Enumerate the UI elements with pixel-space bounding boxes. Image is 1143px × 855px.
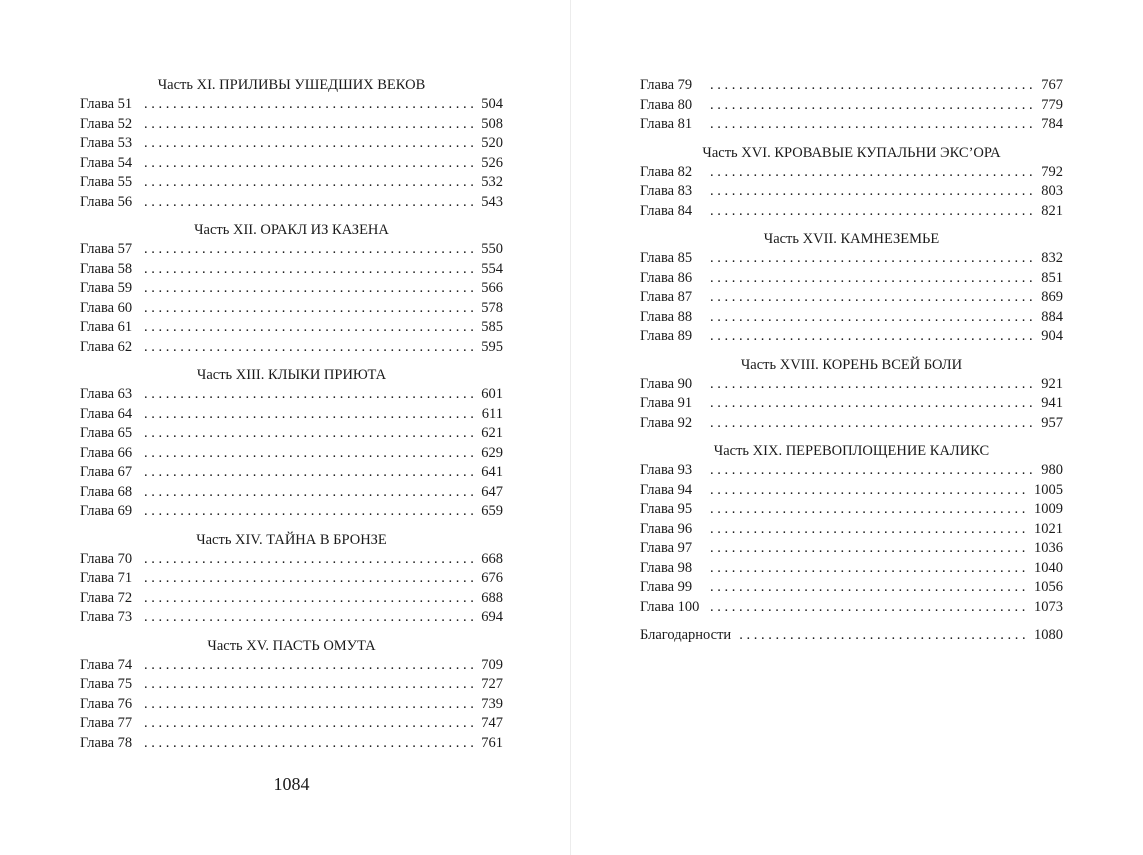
toc-entry [80, 260, 503, 280]
dot-leader [144, 115, 477, 135]
toc-entry-page: 611 [481, 405, 503, 422]
toc-entry-page: 1040 [1034, 559, 1063, 576]
toc-entry-label: Глава 81 [640, 116, 693, 132]
toc-entry [640, 539, 1063, 559]
toc-entry [80, 444, 503, 464]
toc-entry-label: Глава 77 [80, 715, 133, 731]
toc-entry [80, 405, 503, 425]
toc-entry [640, 249, 1063, 269]
toc-entry [640, 598, 1063, 618]
part-heading: Часть XVII. КАМНЕЗЕМЬЕ [763, 231, 940, 247]
dot-leader [710, 308, 1037, 328]
toc-entry-page: 504 [481, 96, 503, 112]
toc-entry-label: Глава 73 [80, 609, 133, 625]
dot-leader [144, 299, 477, 319]
toc-entry-label: Глава 66 [80, 444, 133, 461]
toc-entry-page: 941 [1041, 395, 1063, 411]
part-heading: Часть XIV. ТАЙНА В БРОНЗЕ [196, 531, 387, 548]
toc-entry-label: Глава 55 [80, 174, 133, 190]
toc-entry-page: 792 [1041, 163, 1063, 180]
toc-entry-label: Глава 58 [80, 260, 133, 277]
dot-leader [144, 483, 477, 503]
toc-entry-page: 1056 [1034, 579, 1063, 595]
dot-leader [710, 500, 1030, 520]
toc-entry [80, 115, 503, 135]
toc-entry-label: Глава 87 [640, 289, 693, 305]
toc-entry [80, 299, 503, 319]
dot-leader [144, 569, 477, 589]
toc-entry-page: 767 [1041, 77, 1063, 93]
toc-entry-label: Глава 52 [80, 115, 133, 132]
dot-leader [710, 578, 1030, 598]
toc-entry-label: Глава 84 [640, 202, 693, 219]
toc-entry-page: 676 [481, 570, 503, 586]
toc-entry-page: 566 [481, 280, 503, 296]
toc-entry-page: 779 [1041, 96, 1063, 113]
page-gutter [570, 0, 571, 855]
dot-leader [710, 182, 1037, 202]
dot-leader [144, 154, 477, 174]
toc-entry [640, 308, 1063, 328]
toc-entry-page: 957 [1041, 414, 1063, 431]
dot-leader [710, 249, 1037, 269]
toc-entry-label: Глава 96 [640, 520, 693, 537]
dot-leader [144, 608, 477, 628]
part-heading: Часть XI. ПРИЛИВЫ УШЕДШИХ ВЕКОВ [157, 77, 426, 93]
toc-entry-page: 543 [481, 193, 503, 210]
toc-entry-label: Глава 78 [80, 734, 133, 751]
toc-entry-label: Глава 76 [80, 695, 133, 712]
toc-entry-page: 904 [1041, 328, 1063, 344]
toc-entry [80, 502, 503, 522]
page-number: 1084 [273, 774, 310, 794]
toc-entry-label: Глава 62 [80, 338, 133, 355]
dot-leader [710, 520, 1030, 540]
toc-entry-page: 621 [481, 425, 503, 441]
dot-leader [144, 502, 477, 522]
toc-entry [640, 414, 1063, 434]
toc-entry [640, 578, 1063, 598]
toc-entry-label: Глава 86 [640, 269, 693, 286]
toc-entry-label: Глава 82 [640, 163, 693, 180]
toc-entry-page: 668 [481, 550, 503, 567]
dot-leader [710, 327, 1037, 347]
left-page-toc [80, 76, 503, 753]
toc-entry [80, 385, 503, 405]
dot-leader [710, 163, 1037, 183]
dot-leader [710, 539, 1030, 559]
toc-entry-label: Глава 63 [80, 386, 133, 402]
toc-entry-label: Глава 89 [640, 328, 693, 344]
toc-entry [640, 520, 1063, 540]
part-heading: Часть XVI. КРОВАВЫЕ КУПАЛЬНИ ЭКС’ОРА [702, 144, 1001, 161]
dot-leader [144, 463, 477, 483]
dot-leader [710, 269, 1037, 289]
toc-entry-page: 1080 [1034, 627, 1063, 643]
dot-leader [144, 318, 477, 338]
toc-entry [640, 163, 1063, 183]
dot-leader [710, 461, 1037, 481]
toc-entry [80, 589, 503, 609]
toc-entry-page: 747 [481, 715, 503, 731]
toc-entry-page: 688 [481, 589, 503, 606]
toc-entry-page: 526 [481, 154, 503, 171]
dot-leader [144, 193, 477, 213]
toc-entry-page: 851 [1041, 269, 1063, 286]
dot-leader [144, 656, 477, 676]
toc-entry-page: 550 [481, 241, 503, 257]
dot-leader [710, 76, 1037, 96]
dot-leader [144, 695, 477, 715]
toc-entry [80, 318, 503, 338]
toc-entry-page: 1021 [1034, 520, 1063, 537]
toc-entry [80, 463, 503, 483]
dot-leader [710, 598, 1030, 618]
toc-entry-label: Глава 65 [80, 425, 133, 441]
toc-entry [640, 202, 1063, 222]
toc-entry [640, 375, 1063, 395]
dot-leader [710, 481, 1030, 501]
toc-entry [80, 193, 503, 213]
toc-entry [80, 656, 503, 676]
toc-entry [640, 327, 1063, 347]
toc-entry [640, 481, 1063, 501]
toc-entry [80, 134, 503, 154]
dot-leader [144, 260, 477, 280]
toc-entry-page: 520 [481, 135, 503, 151]
toc-entry-label: Глава 99 [640, 579, 693, 595]
dot-leader [144, 338, 477, 358]
toc-entry [80, 338, 503, 358]
dot-leader [144, 424, 477, 444]
toc-entry-label: Глава 80 [640, 96, 693, 113]
dot-leader [710, 96, 1037, 116]
toc-entry-page: 595 [481, 338, 503, 355]
dot-leader [144, 240, 477, 260]
toc-entry [640, 461, 1063, 481]
toc-entry-label: Глава 64 [80, 405, 133, 422]
toc-entry-label: Глава 79 [640, 77, 693, 93]
toc-entry [80, 695, 503, 715]
toc-entry [80, 675, 503, 695]
toc-entry-page: 532 [481, 174, 503, 190]
toc-entry-page: 784 [1041, 116, 1063, 132]
toc-entry-page: 709 [481, 656, 503, 673]
dot-leader [144, 550, 477, 570]
dot-leader [144, 589, 477, 609]
toc-entry-label: Глава 83 [640, 183, 693, 199]
dot-leader [710, 559, 1030, 579]
toc-entry-label: Глава 94 [640, 481, 693, 498]
dot-leader [144, 405, 478, 425]
toc-entry-label: Глава 59 [80, 280, 133, 296]
toc-entry-page: 647 [481, 483, 503, 500]
toc-entry-page: 884 [1041, 308, 1063, 325]
dot-leader [710, 202, 1037, 222]
dot-leader [710, 414, 1037, 434]
toc-entry [640, 500, 1063, 520]
dot-leader [144, 385, 477, 405]
toc-entry-page: 554 [481, 260, 503, 277]
part-heading: Часть XII. ОРАКЛ ИЗ КАЗЕНА [194, 222, 389, 238]
toc-entry-label: Глава 70 [80, 550, 133, 567]
toc-entry-page: 761 [481, 734, 503, 751]
dot-leader [144, 134, 477, 154]
toc-entry-page: 1036 [1034, 540, 1063, 556]
toc-entry-page: 821 [1041, 202, 1063, 219]
toc-entry-page: 629 [481, 444, 503, 461]
right-page-toc [640, 76, 1063, 646]
toc-entry-label: Глава 51 [80, 96, 133, 112]
toc-entry-page: 1009 [1034, 501, 1063, 517]
toc-entry [640, 96, 1063, 116]
toc-entry-label: Глава 53 [80, 135, 133, 151]
toc-entry-page: 601 [481, 386, 503, 402]
toc-entry-page: 585 [481, 319, 503, 335]
toc-entry-label: Глава 57 [80, 241, 133, 257]
toc-entry-label: Благодарности [640, 627, 732, 643]
toc-entry [80, 608, 503, 628]
toc-entry-page: 869 [1041, 289, 1063, 305]
toc-entry-page: 1073 [1034, 598, 1063, 615]
toc-entry [80, 734, 503, 754]
toc-entry [640, 288, 1063, 308]
toc-entry [80, 95, 503, 115]
dot-leader [144, 279, 477, 299]
part-heading: Часть XV. ПАСТЬ ОМУТА [207, 637, 376, 654]
toc-entry-page: 578 [481, 299, 503, 316]
toc-entry [640, 182, 1063, 202]
toc-entry-label: Глава 60 [80, 299, 133, 316]
toc-entry-page: 508 [481, 115, 503, 132]
toc-entry [80, 569, 503, 589]
toc-entry [640, 559, 1063, 579]
toc-entry-label: Глава 98 [640, 559, 693, 576]
toc-entry-label: Глава 74 [80, 656, 133, 673]
part-heading: Часть XIII. КЛЫКИ ПРИЮТА [196, 367, 387, 383]
toc-entry [80, 483, 503, 503]
toc-entry-label: Глава 56 [80, 193, 133, 210]
toc-entry-page: 980 [1041, 462, 1063, 478]
dot-leader [144, 734, 477, 754]
dot-leader [144, 714, 477, 734]
dot-leader [710, 288, 1037, 308]
part-heading: Часть XIX. ПЕРЕВОПЛОЩЕНИЕ КАЛИКС [713, 443, 990, 459]
dot-leader [739, 626, 1030, 646]
toc-entry-page: 727 [481, 676, 503, 692]
toc-entry [80, 279, 503, 299]
toc-entry-label: Глава 100 [640, 598, 700, 615]
toc-entry-label: Глава 68 [80, 483, 133, 500]
toc-entry-label: Глава 97 [640, 540, 693, 556]
toc-entry-label: Глава 90 [640, 375, 693, 392]
toc-entry-label: Глава 72 [80, 589, 133, 606]
toc-entry-page: 694 [481, 609, 503, 625]
toc-entry-label: Глава 92 [640, 414, 693, 431]
dot-leader [710, 394, 1037, 414]
toc-entry [640, 115, 1063, 135]
toc-entry-label: Глава 71 [80, 570, 133, 586]
dot-leader [144, 173, 477, 193]
toc-entry-label: Глава 69 [80, 503, 133, 519]
dot-leader [144, 444, 477, 464]
toc-entry [80, 714, 503, 734]
toc-entry-acknowledgements [640, 626, 1063, 646]
toc-entry-page: 832 [1041, 250, 1063, 266]
toc-entry-label: Глава 61 [80, 319, 133, 335]
toc-entry-label: Глава 85 [640, 250, 693, 266]
dot-leader [710, 375, 1037, 395]
toc-entry-label: Глава 54 [80, 154, 133, 171]
toc-entry [80, 173, 503, 193]
dot-leader [144, 675, 477, 695]
toc-entry-page: 1005 [1034, 481, 1063, 498]
toc-entry [80, 240, 503, 260]
part-heading: Часть XVIII. КОРЕНЬ ВСЕЙ БОЛИ [740, 356, 963, 373]
toc-entry-label: Глава 95 [640, 501, 693, 517]
toc-entry-page: 739 [481, 695, 503, 712]
toc-entry-label: Глава 91 [640, 395, 693, 411]
toc-entry-page: 921 [1041, 375, 1063, 392]
toc-entry [640, 76, 1063, 96]
toc-entry [640, 269, 1063, 289]
toc-entry [640, 394, 1063, 414]
toc-entry-label: Глава 67 [80, 464, 133, 480]
toc-entry-label: Глава 93 [640, 462, 693, 478]
toc-entry-page: 659 [481, 503, 503, 519]
dot-leader [144, 95, 477, 115]
toc-entry-page: 641 [481, 464, 503, 480]
toc-entry [80, 550, 503, 570]
toc-entry-page: 803 [1041, 183, 1063, 199]
toc-entry-label: Глава 75 [80, 676, 133, 692]
toc-entry [80, 154, 503, 174]
toc-entry [80, 424, 503, 444]
toc-entry-label: Глава 88 [640, 308, 693, 325]
dot-leader [710, 115, 1037, 135]
